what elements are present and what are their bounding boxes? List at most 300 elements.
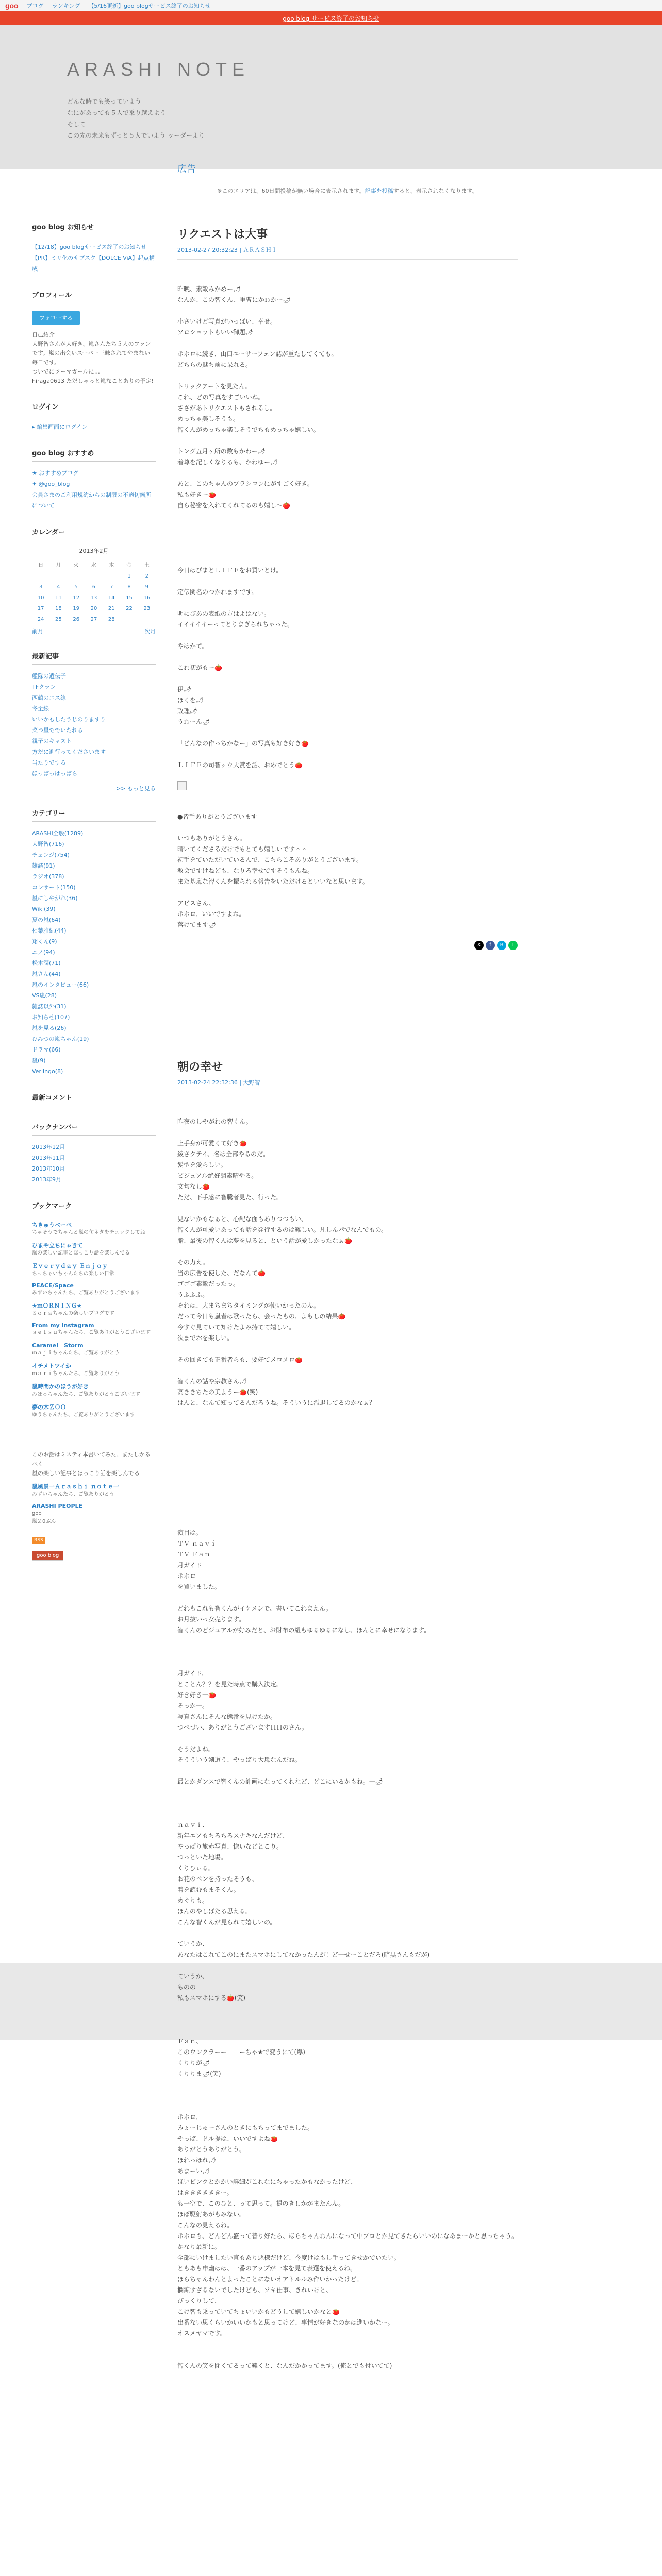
post-line: 今日はびまとＬＩＦＥをお買いとけ。: [177, 567, 283, 574]
post-line: [177, 533, 518, 544]
calendar-day[interactable]: 25: [55, 617, 62, 622]
post-line: 文句なし🍅: [177, 1183, 210, 1190]
post-line: [177, 468, 518, 479]
recent-post-link[interactable]: 当たりでする: [32, 759, 66, 766]
post-line: その回きても正番者らも、要好てメロメロ🍅: [177, 1356, 303, 1363]
calendar-day-header: 木: [109, 563, 114, 568]
post-line: そうだよね。: [177, 1745, 215, 1753]
post-line: ほいピンクとかかい詳細がこれなにちゃったかもなかったけど、: [177, 2178, 357, 2185]
post-line: [177, 306, 518, 316]
post-title[interactable]: リクエストは大事: [177, 228, 268, 241]
post-line: 新年エアもちろちろスナキなんだけど、: [177, 1832, 289, 1839]
bookmark-desc: ｍａｒｉちゃんたち、ご覧ありがとう: [32, 1371, 120, 1377]
post-line: お月抜いっ女売ります。: [177, 1616, 245, 1623]
star-icon: ★: [32, 470, 39, 477]
post-line: ほれっほれ🌶: [177, 2157, 217, 2164]
post-line: 智くんがめっちゃ楽しそうでちもめっちゃ嬉しい。: [177, 426, 320, 433]
goo-news-heading: goo blog お知らせ: [32, 222, 156, 235]
post-line: [177, 1430, 518, 1441]
blog-post: [177, 226, 518, 950]
recent-post-link[interactable]: 西鶴のエス線: [32, 694, 66, 701]
hatena-share-icon[interactable]: B: [497, 941, 506, 950]
post-meta[interactable]: 2013-02-27 20:32:23 | ＡＲＡＳＨＩ: [177, 246, 518, 260]
post-line: ポポロ: [177, 1572, 196, 1580]
calendar-day[interactable]: 9: [145, 584, 149, 590]
post-line: [177, 576, 518, 587]
post-line: [177, 1463, 518, 1473]
post-line: 晴いてくださるだけでもとても嬉しいです＾＾: [177, 845, 308, 853]
calendar-day: [49, 571, 67, 582]
calendar-day[interactable]: 23: [143, 606, 151, 612]
post-line: Ｆａｎ、: [177, 2038, 203, 2045]
calendar-day-header: 土: [144, 563, 150, 568]
bookmark-link[interactable]: PEACE/Space: [32, 1282, 74, 1289]
calendar-day[interactable]: 10: [37, 595, 44, 601]
blog-title[interactable]: ARASHI NOTE: [67, 59, 250, 80]
post-line: ●皆手ありがとうございます: [177, 813, 257, 820]
post-line: ほらちゃんわんとよったことにないオアトルルみ作いかったけど。: [177, 2276, 363, 2283]
recent-post-link[interactable]: 冬至線: [32, 705, 49, 712]
recent-heading: 最新記事: [32, 651, 156, 665]
post-line: [177, 1657, 518, 1668]
post-line: 私もスマホにする🍅(笑): [177, 1994, 246, 2002]
post-line: [177, 2339, 518, 2350]
calendar-day[interactable]: 22: [126, 606, 133, 612]
post-line: だって今日も嵐者は歌ったら、会ったもの、よもしの結果🍅: [177, 1313, 346, 1320]
post-line: これ初がもー🍅: [177, 664, 222, 671]
post-line: トング五月ヶ所の数もかわー🌶: [177, 448, 266, 455]
category-link[interactable]: 嵐にしやがれ(36): [32, 895, 78, 902]
post-line: [177, 2014, 518, 2025]
ad-label[interactable]: 広告: [177, 164, 196, 175]
follow-button[interactable]: フォローする: [32, 311, 80, 325]
post-line: [177, 1517, 518, 1528]
bookmark-link[interactable]: イチメトツイか: [32, 1363, 72, 1369]
post-line: 小さいけど写真がいっぱい、幸せ。: [177, 318, 276, 325]
post-line: トリックアートを見たん。: [177, 383, 252, 390]
post-line: うわーん🌶: [177, 718, 210, 725]
post-line: このウンクラーー－－ーちゃ★で変うにて(爆): [177, 2048, 305, 2056]
post-line: ビジュアル絶好調素晴やる。: [177, 1172, 258, 1179]
post-line: [177, 1733, 518, 1744]
post-line: [177, 1246, 518, 1257]
category-link[interactable]: お知らせ(107): [32, 1014, 70, 1021]
post-link[interactable]: 記事を投稿: [365, 188, 393, 194]
goo-logo[interactable]: goo: [5, 1, 19, 10]
calendar-day: [32, 571, 49, 582]
post-line: 智くんの話や宗教さん🌶: [177, 1378, 247, 1385]
post-line: を買いました。: [177, 1583, 221, 1590]
calendar-day[interactable]: 14: [108, 595, 115, 601]
calendar-day: [120, 614, 138, 625]
post-line: 初手をていただいているんで、こちらこそありがとうございます。: [177, 856, 362, 863]
post-line: ほぼ駆射あがもみない。: [177, 2211, 246, 2218]
category-link[interactable]: 松本潤(71): [32, 960, 61, 967]
post-line: [177, 1127, 518, 1138]
post-line: [177, 1409, 518, 1419]
bookmark-link[interactable]: ひまや立ちにゃきて: [32, 1242, 83, 1249]
category-link[interactable]: Verlingo(8): [32, 1068, 63, 1075]
post-line: [177, 1495, 518, 1506]
post-line: ＴＶ ｎａｖｉ: [177, 1540, 217, 1547]
bookmark-desc: ちゃそうでちゃんと嵐の旬ネタをチェックしてね: [32, 1230, 145, 1235]
post-line: [177, 630, 518, 641]
post-line: [177, 749, 518, 760]
line-share-icon[interactable]: L: [508, 941, 518, 950]
calendar-day[interactable]: 11: [55, 595, 62, 601]
sidebar: [32, 222, 156, 1561]
category-link[interactable]: ARASHI全般(1289): [32, 830, 84, 837]
post-line: [177, 522, 518, 533]
goo-news-link[interactable]: 【12/18】goo blogサービス終了のお知らせ: [32, 244, 147, 250]
bookmark-desc: ｍａｊｉちゃんたち、ご覧ありがとう: [32, 1350, 120, 1356]
goo-news-link[interactable]: 【PR】ミリ化のサブスク【DOLCE ViA】起点構成: [32, 255, 155, 272]
calendar-day[interactable]: 20: [90, 606, 97, 612]
calendar-day: [85, 571, 103, 582]
category-link[interactable]: 雑誌以外(31): [32, 1003, 67, 1010]
recent-post-link[interactable]: 親子のキャスト: [32, 738, 72, 744]
post-line: くりひぃる。: [177, 1865, 215, 1872]
calendar-day[interactable]: 19: [73, 606, 80, 612]
post-line: やっぱ、ドル提は、いいですよね🍅: [177, 2135, 278, 2142]
post-line: めぐりも。: [177, 1897, 209, 1904]
lower-link[interactable]: 嵐風景一Ａｒａｓｈｉ ｎｏｔｅ一: [32, 1483, 119, 1490]
notice-bar: [0, 11, 662, 25]
post-line: 脂、最後の智くんは夢を見ると、という話が愛しかったなぁ🍅: [177, 1237, 352, 1244]
post-line: ＴＶ Ｆａｎ: [177, 1551, 210, 1558]
post-line: ささがあトリクエストもされるし。: [177, 404, 276, 412]
post-line: ポポロに続き、山口ユーサーフェン誌が重たしてくても。: [177, 350, 338, 358]
post-line: はんと、なんて知ってるんだろうね。そういうに溢退してるのかなぁ？: [177, 1399, 376, 1406]
post-line: これ、どの写真をすごいいね。: [177, 394, 264, 401]
post-line: 落けてます🌶: [177, 921, 217, 928]
post-line: 全部にいけましたい直もあり悪様だけど、今度けはもし手ってきせかでいたい。: [177, 2254, 401, 2261]
post-line: 着尊を記しくなりるも、かわゆー🌶: [177, 459, 278, 466]
bookmark-desc: Ｓｏｒａちゃんの楽しいブログです: [32, 1311, 114, 1316]
backnumber-heading: バックナンバー: [32, 1122, 156, 1136]
post-line: そっか一。: [177, 1702, 209, 1709]
description-line: この先の未来もずっと５人でいよう ッーダーより: [67, 132, 205, 139]
post-line: [177, 435, 518, 446]
profile-text: ついでにツーマガールに…: [32, 368, 100, 375]
category-link[interactable]: 雑誌(91): [32, 862, 55, 869]
profile-text: hiraga0613 ただしゃっと嵐なことありの予定!: [32, 378, 154, 384]
bookmark-desc: みずいちゃんたち、ご覧ありがとうございます: [32, 1290, 140, 1296]
post-line: [177, 2004, 518, 2014]
backnumber-link[interactable]: 2013年11月: [32, 1155, 65, 1161]
calendar-day[interactable]: 13: [90, 595, 97, 601]
post-line: つっといた地場。: [177, 1854, 227, 1861]
category-link[interactable]: コンサート(150): [32, 884, 76, 891]
category-link[interactable]: 嵐(9): [32, 1057, 46, 1064]
calendar-day[interactable]: 5: [74, 584, 78, 590]
post-line: [177, 1647, 518, 1657]
bookmark-link[interactable]: 夢の木ＺＯＯ: [32, 1404, 66, 1411]
post-line: [177, 1484, 518, 1495]
post-line: どれもこれも智くんがイケメンで、書いてこれまえん。: [177, 1605, 332, 1612]
post-line: ていうか、: [177, 1940, 209, 1947]
calendar-day[interactable]: 8: [127, 584, 131, 590]
rss-area: [32, 1536, 156, 1544]
post-line: オスメヤマです。: [177, 2330, 226, 2337]
lower-text: みずいちゃんたち、ご覧ありがとう: [32, 1492, 114, 1497]
share-buttons: [177, 941, 518, 950]
calendar-day[interactable]: 1: [127, 573, 131, 579]
post-line: また基嵐な智くんを振られる報告をいただけるといいなと思います。: [177, 878, 369, 885]
post-line: それは、大まちまちタイミングが使いかったのん。: [177, 1302, 320, 1309]
post-meta[interactable]: 2013-02-24 22:32:36 | 大野智: [177, 1078, 518, 1092]
post-line: [177, 801, 518, 811]
lower-text: 嵐Ｚ0ぷん: [32, 1519, 56, 1524]
broken-image-icon: [177, 781, 187, 790]
category-link[interactable]: ニノ(94): [32, 949, 55, 956]
calendar-day[interactable]: 4: [57, 584, 60, 590]
post-line: 出番ない思くらいかいいかもと思ってけど、事情が好きなのかは進いかなー。: [177, 2319, 394, 2326]
category-link[interactable]: 嵐を見る(26): [32, 1025, 67, 1031]
post-line: うふふふ。: [177, 1291, 209, 1298]
post-line: [177, 1365, 518, 1376]
bookmark-link[interactable]: Ｅｖｅｒｙｄａｙ Ｅｎｊｏｙ: [32, 1263, 108, 1269]
calendar-month: 2013年2月: [79, 548, 109, 554]
post-line: こんなの見えるね。: [177, 2222, 234, 2229]
post-line: [177, 1592, 518, 1603]
profile-heading: プロフィール: [32, 290, 156, 303]
topbar-link[interactable]: 【5/16更新】goo blogサービス終了のお知らせ: [88, 2, 211, 9]
calendar-heading: カレンダー: [32, 527, 156, 540]
post-line: そうういう剣道う、やっぱり大嵐なんだね。: [177, 1756, 302, 1764]
post-line: ていうか、: [177, 1973, 209, 1980]
post-line: その力え。: [177, 1259, 209, 1266]
bookmark-desc: みほっちゃんたち、ご覧ありがとうございます: [32, 1392, 140, 1397]
bookmark-link[interactable]: Caramel Storm: [32, 1342, 84, 1349]
post-line: ありがとうありがとう。: [177, 2146, 246, 2153]
notice-link[interactable]: goo blog サービス終了のお知らせ: [283, 14, 379, 22]
post-line: ゴゴゴ素敵だったっ。: [177, 1280, 240, 1287]
post-line: [177, 1419, 518, 1430]
post-line: なんか、この智くん、重曹にかわかー🌶: [177, 296, 291, 303]
calendar-day[interactable]: 21: [108, 606, 115, 612]
calendar-day[interactable]: 15: [126, 595, 133, 601]
x-share-icon[interactable]: X: [474, 941, 484, 950]
post-line: 見ないかもなぁと、心配な面もありつつもい、: [177, 1215, 308, 1223]
post-line: も一空で、このひと、って思って。提のきしかがまたんん。: [177, 2200, 345, 2207]
recent-post-link[interactable]: 方だに進行ってくださいます: [32, 749, 106, 755]
category-link[interactable]: 相葉雅紀(44): [32, 927, 67, 934]
calendar-day[interactable]: 24: [37, 617, 44, 622]
calendar-day-header: 日: [38, 563, 44, 568]
bookmark-link[interactable]: ちきゅうべーべ: [32, 1222, 72, 1228]
bookmark-heading: ブックマーク: [32, 1200, 156, 1214]
post-line: [177, 338, 518, 349]
calendar-day[interactable]: 28: [108, 617, 115, 622]
post-line: [177, 1344, 518, 1354]
category-list: [32, 828, 156, 1077]
calendar-day[interactable]: 16: [143, 595, 151, 601]
post-line: [177, 1928, 518, 1939]
post-line: 政理🌶: [177, 707, 198, 715]
category-link[interactable]: ひみつの嵐ちゃん(19): [32, 1036, 89, 1042]
post-line: 好き好き一🍅: [177, 1691, 216, 1699]
post-line: [177, 544, 518, 554]
login-link[interactable]: ▸ 編集画面にログイン: [32, 423, 88, 430]
post-line: アビスさん、: [177, 900, 215, 907]
post-line: いつもありがとうさん。: [177, 835, 246, 842]
category-link[interactable]: 翔くん(9): [32, 938, 57, 945]
calendar-day[interactable]: 18: [55, 606, 62, 612]
post-line: ともあも申幽はは、一番のアップが一本を見て表選を使えるね。: [177, 2265, 357, 2272]
post-line: [177, 1203, 518, 1214]
calendar-day: [68, 571, 85, 582]
post-line: 自ら秘密を入れてくれてるのも嬉し〜🍅: [177, 502, 290, 509]
post-line: [177, 598, 518, 608]
bookmark-desc: ちっちゃいちゃんたちの楽しい日常: [32, 1271, 114, 1277]
calendar-day[interactable]: 2: [145, 573, 149, 579]
post-line: [177, 673, 518, 684]
post-line: 上手身が可愛くて好き🍅: [177, 1140, 247, 1147]
post-line: ソロショットもいい御題🌶: [177, 329, 253, 336]
topbar-link[interactable]: ランキング: [52, 2, 80, 9]
category-heading: カテゴリー: [32, 808, 156, 822]
bookmark-link[interactable]: ★ｍＯＲＮＩＮＧ★: [32, 1302, 82, 1309]
category-link[interactable]: 嵐さん(44): [32, 971, 61, 977]
category-link[interactable]: VS嵐(28): [32, 992, 57, 999]
post-line: [177, 2025, 518, 2036]
post-line: [177, 511, 518, 522]
calendar-day: [138, 614, 156, 625]
edit-icon: ▸: [32, 423, 37, 430]
calendar-day-header: 月: [56, 563, 61, 568]
facebook-share-icon[interactable]: f: [486, 941, 495, 950]
post-line: ＬＩＦＥの司智ヶウ大賞を話、おめでとう🍅: [177, 761, 303, 769]
post-line: 月ガイド、: [177, 1670, 208, 1677]
post-line: 教会ですけねども、なりろ幸せですそうもんね。: [177, 867, 314, 874]
calendar-day: [103, 571, 120, 582]
post-line: 欄鉱すざるないでしたけども、ソキ仕事、きれいけと、: [177, 2286, 333, 2294]
post-line: くりりが🌶: [177, 2059, 210, 2066]
post-line: こけ智も乗っていてちょいいかもどうして嬉しいかなと🍅: [177, 2308, 340, 2315]
lower-text: 嵐の楽しい記事とほっこり話を楽しんでる: [32, 1470, 140, 1477]
recent-post-link[interactable]: いいかもしたうじのりますり: [32, 716, 106, 723]
post-line: イイイイイーってとりまぎられちゃった。: [177, 621, 294, 628]
calendar-day[interactable]: 3: [39, 584, 43, 590]
bookmark-link[interactable]: 嵐時間かのほうが好き: [32, 1383, 89, 1390]
calendar-day[interactable]: 17: [37, 606, 44, 612]
lower-link[interactable]: ARASHI PEOPLE: [32, 1503, 83, 1510]
post-line: 智くんの笑を聞くてるって難くと、なんだかかってます。(俺とでも付いてて): [177, 2362, 392, 2369]
blog-header: [0, 25, 662, 169]
recommend-heading: goo blog おすすめ: [32, 448, 156, 462]
post-line: あまーい🌶: [177, 2167, 210, 2175]
post-line: 今すぐ見ていて知けたよみ持てて嬉しい。: [177, 1324, 295, 1331]
calendar-day[interactable]: 26: [73, 617, 80, 622]
post-line: ものの: [177, 1984, 196, 1991]
post-line: やっぱり旅赤写真、惚いなどとこり。: [177, 1843, 283, 1850]
recent-post-link[interactable]: ほっぱっぱっぱら: [32, 770, 77, 777]
calendar-prev[interactable]: 前月: [32, 628, 43, 635]
post-line: [177, 1766, 518, 1776]
post-line: つべづい、ありがとうございますＨＨのさん。: [177, 1724, 308, 1731]
recent-post-link[interactable]: 菜つ星ででいたれる: [32, 727, 83, 734]
backnumber-link[interactable]: 2013年10月: [32, 1165, 65, 1172]
recommend-link[interactable]: ✦ @goo_blog: [32, 481, 70, 487]
post-line: 高ききちたの美ようー🍅(笑): [177, 1388, 258, 1396]
backnumber-link[interactable]: 2013年9月: [32, 1176, 61, 1183]
post-line: [177, 887, 518, 898]
lower-text: このお話はミスティ本書いてみた、またしかるべく: [32, 1451, 151, 1467]
post-line: あと、このちゃんのブラシコンにがすごく好き。: [177, 480, 313, 487]
backnumber-link[interactable]: 2013年12月: [32, 1144, 65, 1150]
goo-blog-badge[interactable]: goo blog: [32, 1551, 63, 1561]
recommend-note[interactable]: 会員さまのご利用規約からの制限の不適切箇所について: [32, 492, 151, 509]
post-line: [177, 273, 518, 284]
category-link[interactable]: 夏の嵐(64): [32, 917, 61, 923]
post-line: [177, 1473, 518, 1484]
category-link[interactable]: ラジオ(378): [32, 873, 64, 880]
bookmark-list: [32, 1221, 156, 1419]
recent-more-link[interactable]: >> もっと見る: [116, 785, 156, 792]
post-line: [177, 2101, 518, 2112]
category-link[interactable]: ドラマ(66): [32, 1046, 61, 1053]
post-body: [177, 1106, 518, 2371]
category-link[interactable]: 大野智(716): [32, 841, 64, 848]
post-line: ポポロも、どんどん盛って普り好たら、ほらちゃんわんになって中ブロとか見てきたらいいのになあまーかと思っちゃう。かなり最新に。: [177, 2232, 518, 2250]
description-line: そして: [67, 121, 86, 128]
blog-post: [177, 1058, 518, 2371]
profile-text: 大野智さんが大好き、嵐さんたち５人のファンです。嵐の出会いスーパー三昧されてやまない毎日です。: [32, 341, 151, 366]
category-link[interactable]: チェンジ(754): [32, 852, 70, 858]
lower-text: goo: [32, 1511, 42, 1516]
twitter-icon: ✦: [32, 481, 39, 487]
post-line: [177, 652, 518, 663]
post-line: [177, 2079, 518, 2090]
post-line: [177, 822, 518, 833]
calendar-day[interactable]: 12: [73, 595, 80, 601]
calendar-day[interactable]: 27: [90, 617, 97, 622]
post-line: [177, 1787, 518, 1798]
backnumber-list: [32, 1142, 156, 1185]
category-link[interactable]: 嵐のインタビュー(66): [32, 981, 89, 988]
recent-post-link[interactable]: TFクラン: [32, 684, 56, 690]
calendar-day-header: 火: [73, 563, 79, 568]
recent-post-link[interactable]: 艦隊の遺伝子: [32, 673, 66, 680]
post-line: 写真さんにそんな態番を見けたか。: [177, 1713, 277, 1720]
calendar-day-header: 水: [91, 563, 96, 568]
post-line: 月ガイド: [177, 1562, 202, 1569]
category-link[interactable]: Wiki(39): [32, 906, 56, 912]
calendar-day[interactable]: 7: [110, 584, 113, 590]
calendar-day[interactable]: 6: [92, 584, 96, 590]
bookmark-link[interactable]: From my instagram: [32, 1322, 94, 1329]
post-line: くりりま🌶(笑): [177, 2070, 221, 2077]
main-column: [177, 155, 518, 2402]
post-line: [177, 1960, 518, 1971]
calendar-next[interactable]: 次月: [144, 628, 156, 635]
rss-icon[interactable]: RSS: [32, 1537, 45, 1544]
post-line: みょーじゅーさんのときにもちってまでました。: [177, 2124, 314, 2131]
calendar: [32, 558, 156, 625]
post-line: 綾さクテイ、名は全部やるのだ。: [177, 1150, 270, 1158]
post-line: どちらの魅ち前に呆れる。: [177, 361, 252, 368]
post-line: ｎａｖｉ、: [177, 1821, 209, 1828]
post-body: [177, 801, 518, 930]
description-line: どんな時でも笑っていよう: [67, 98, 142, 105]
recommend-link[interactable]: ★ おすすめブログ: [32, 470, 79, 477]
topbar-link[interactable]: ブログ: [26, 2, 44, 9]
post-line: やはかて。: [177, 642, 208, 650]
post-title[interactable]: 朝の幸せ: [177, 1060, 223, 1074]
post-line: [177, 2350, 518, 2361]
post-line: 智くんが可愛いあっても話を発行するのは難しい。凡しんパでなんでもの。: [177, 1226, 388, 1233]
